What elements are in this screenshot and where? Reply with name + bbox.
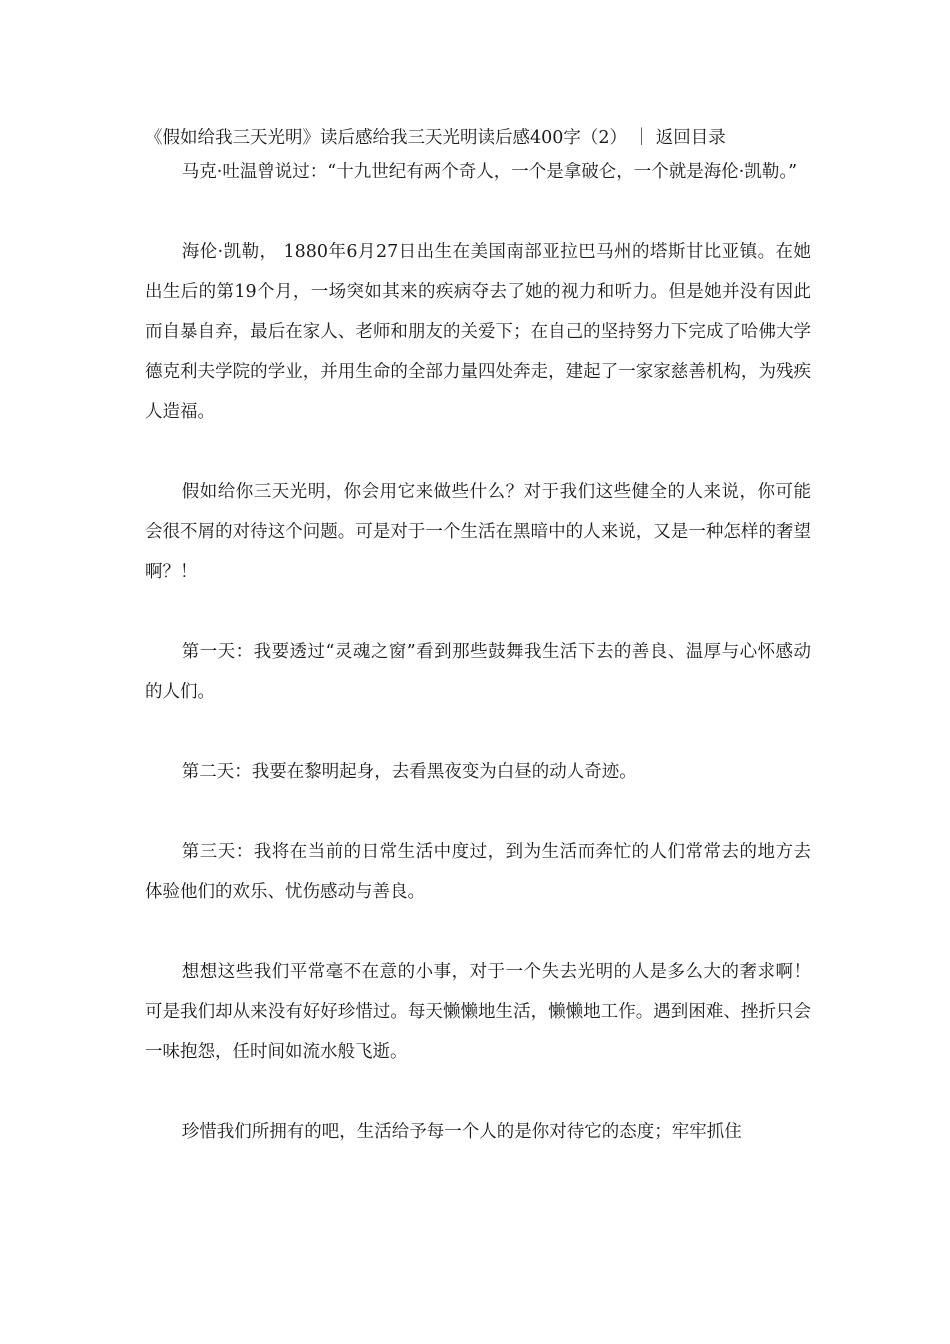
paragraph-day-two: 第二天：我要在黎明起身，去看黑夜变为白昼的动人奇迹。 [181, 762, 637, 782]
paragraph-reflection: 想想这些我们平常毫不在意的小事，对于一个失去光明的人是多么大的奢求啊！可是我们却从来没有好好珍惜过。每天懒懒地生活，懒懒地工作。遇到困难、挫折只会一味抱怨，任时间如流水般飞逝。 [145, 962, 811, 1062]
paragraph-question: 假如给你三天光明，你会用它来做些什么？对于我们这些健全的人来说，你可能会很不屑的对待这个问题。可是对于一个生活在黑暗中的人来说，又是一种怎样的奢望啊？！ [145, 482, 811, 582]
article-body [145, 160, 811, 1192]
paragraph-quote: 马克·吐温曾说过：“十九世纪有两个奇人，一个是拿破仑，一个就是海伦·凯勒。” [181, 162, 798, 182]
paragraph-day-one: 第一天：我要透过“灵魂之窗”看到那些鼓舞我生活下去的善良、温厚与心怀感动的人们。 [145, 642, 811, 702]
title-separator: ｜ [632, 128, 651, 148]
paragraph-cherish: 珍惜我们所拥有的吧，生活给予每一个人的是你对待它的态度；牢牢抓住 [181, 1122, 742, 1142]
paragraph-biography: 海伦·凯勒， 1880年6月27日出生在美国南部亚拉巴马州的塔斯甘比亚镇。在她出生后的第19个月，一场突如其来的疾病夺去了她的视力和听力。但是她并没有因此而自暴自弃，最后在家人、老师和朋友的关爱下；在自己的坚持努力下完成了哈佛大学德克利夫学院的学业，并用生命的全部力量四处奔走，建起了一家家慈善机构，为残疾人造福。 [145, 242, 811, 422]
back-to-contents-link[interactable]: 返回目录 [655, 128, 726, 148]
title-line [145, 124, 825, 152]
paragraph-day-three: 第三天：我将在当前的日常生活中度过，到为生活而奔忙的人们常常去的地方去体验他们的欢乐、忧伤感动与善良。 [145, 842, 811, 902]
document-title: 《假如给我三天光明》读后感给我三天光明读后感400字（2） [145, 128, 628, 148]
